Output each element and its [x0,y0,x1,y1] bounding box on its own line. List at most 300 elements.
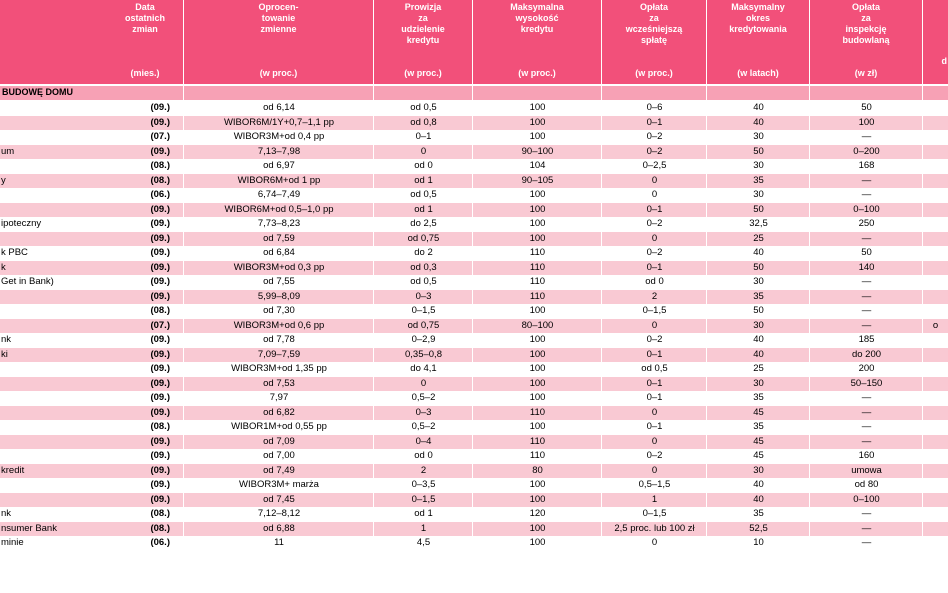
rate-cell: WIBOR6M+od 1 pp [184,174,374,189]
inspection-fee-cell: od 80 [810,478,923,493]
prepay-cell: 2,5 proc. lub 100 zł [602,522,707,537]
last-column-cell [923,145,948,160]
table-row [0,435,948,450]
rate-cell: od 6,88 [184,522,374,537]
prepay-cell: 0 [602,232,707,247]
header-last-unit: d [941,56,947,66]
header-fee-unit: (w proc.) [404,68,442,78]
inspection-fee-cell: — [810,435,923,450]
date-cell: (09.) [107,203,184,218]
prepay-cell: 0,5–1,5 [602,478,707,493]
date-cell: (08.) [107,420,184,435]
last-column-cell [923,203,948,218]
bank-name-cell: nsumer Bank [0,522,107,537]
rate-cell: od 7,09 [184,435,374,450]
fee-cell: 0 [374,377,473,392]
rate-cell: od 6,82 [184,406,374,421]
fee-cell: do 2 [374,246,473,261]
prepay-cell: 0–2,5 [602,159,707,174]
ltv-cell: 100 [473,493,602,508]
last-column-cell [923,116,948,131]
prepay-cell: 0 [602,319,707,334]
fee-cell: od 0 [374,159,473,174]
bank-name-cell: nk [0,333,107,348]
prepay-cell: 0–2 [602,130,707,145]
rate-cell: 7,73–8,23 [184,217,374,232]
date-cell: (09.) [107,275,184,290]
bank-name-cell [0,203,107,218]
fee-cell: od 0,3 [374,261,473,276]
prepay-cell: 0 [602,435,707,450]
bank-name-cell [0,391,107,406]
prepay-cell: 0–1 [602,348,707,363]
table-row [0,304,948,319]
last-column-cell [923,536,948,551]
rate-cell: od 7,78 [184,333,374,348]
period-cell: 30 [707,159,810,174]
fee-cell: 1 [374,522,473,537]
inspection-fee-cell: 50–150 [810,377,923,392]
inspection-fee-cell: 250 [810,217,923,232]
bank-name-cell [0,304,107,319]
ltv-cell: 120 [473,507,602,522]
table-row [0,507,948,522]
date-cell: (07.) [107,130,184,145]
ltv-cell: 100 [473,101,602,116]
period-cell: 40 [707,493,810,508]
date-cell: (09.) [107,493,184,508]
last-column-cell [923,232,948,247]
inspection-fee-cell: 185 [810,333,923,348]
last-column-cell [923,188,948,203]
rate-cell: 7,13–7,98 [184,145,374,160]
ltv-cell: 110 [473,406,602,421]
table-row [0,348,948,363]
period-cell: 35 [707,507,810,522]
header-prepay [602,0,706,84]
ltv-cell: 100 [473,391,602,406]
date-cell: (09.) [107,246,184,261]
bank-name-cell: k [0,261,107,276]
inspection-fee-cell: 50 [810,101,923,116]
date-cell: (09.) [107,406,184,421]
ltv-cell: 100 [473,217,602,232]
ltv-cell: 100 [473,188,602,203]
last-column-cell [923,333,948,348]
ltv-cell: 110 [473,246,602,261]
fee-cell: 0–1,5 [374,304,473,319]
ltv-cell: 110 [473,290,602,305]
inspection-fee-cell: — [810,420,923,435]
fee-cell: do 2,5 [374,217,473,232]
period-cell: 32,5 [707,217,810,232]
ltv-cell: 100 [473,536,602,551]
prepay-cell: 0–2 [602,145,707,160]
ltv-cell: 80–100 [473,319,602,334]
ltv-cell: 80 [473,464,602,479]
date-cell: (09.) [107,333,184,348]
header-prepay-title: Opłata za wcześniejszą spłatę [625,2,683,45]
ltv-cell: 110 [473,261,602,276]
last-column-cell [923,507,948,522]
ltv-cell: 90–100 [473,145,602,160]
inspection-fee-cell: 50 [810,246,923,261]
rate-cell: 7,09–7,59 [184,348,374,363]
bank-name-cell [0,290,107,305]
table-row [0,130,948,145]
table-row [0,203,948,218]
bank-name-cell [0,493,107,508]
bank-name-cell [0,188,107,203]
table-row [0,362,948,377]
table-row [0,391,948,406]
header-rate-unit: (w proc.) [259,68,298,78]
last-column-cell [923,464,948,479]
fee-cell: od 0,75 [374,232,473,247]
period-cell: 40 [707,478,810,493]
column-divider [472,0,473,593]
prepay-cell: 0–1 [602,116,707,131]
rate-cell: 7,97 [184,391,374,406]
inspection-fee-cell: 200 [810,362,923,377]
date-cell: (09.) [107,464,184,479]
inspection-fee-cell: — [810,319,923,334]
rate-cell: WIBOR1M+od 0,55 pp [184,420,374,435]
date-cell: (07.) [107,319,184,334]
period-cell: 40 [707,333,810,348]
period-cell: 35 [707,290,810,305]
last-column-cell [923,217,948,232]
table-row [0,333,948,348]
rate-cell: WIBOR6M/1Y+0,7–1,1 pp [184,116,374,131]
ltv-cell: 100 [473,130,602,145]
last-column-cell [923,174,948,189]
prepay-cell: 2 [602,290,707,305]
bank-name-cell [0,435,107,450]
period-cell: 50 [707,203,810,218]
column-divider [601,0,602,593]
header-date [107,0,183,84]
table-row [0,188,948,203]
rate-cell: od 6,84 [184,246,374,261]
bank-name-cell [0,406,107,421]
ltv-cell: 104 [473,159,602,174]
date-cell: (09.) [107,116,184,131]
last-column-cell [923,391,948,406]
table-row [0,275,948,290]
bank-name-cell: Get in Bank) [0,275,107,290]
last-column-cell [923,246,948,261]
fee-cell: 4,5 [374,536,473,551]
period-cell: 40 [707,101,810,116]
period-cell: 52,5 [707,522,810,537]
period-cell: 30 [707,377,810,392]
header-ltv [473,0,601,84]
header-period-unit: (w latach) [737,68,779,78]
last-column-cell [923,377,948,392]
period-cell: 30 [707,319,810,334]
header-date-title: Data ostatnich zmian [124,2,165,34]
prepay-cell: 1 [602,493,707,508]
rate-cell: WIBOR3M+od 0,6 pp [184,319,374,334]
data-table [0,101,948,551]
ltv-cell: 100 [473,333,602,348]
ltv-cell: 100 [473,377,602,392]
header-period [707,0,809,84]
bank-name-cell: ki [0,348,107,363]
period-cell: 35 [707,420,810,435]
inspection-fee-cell: 168 [810,159,923,174]
period-cell: 35 [707,174,810,189]
section-row [0,86,948,100]
prepay-cell: 0–1,5 [602,304,707,319]
inspection-fee-cell: — [810,174,923,189]
period-cell: 25 [707,232,810,247]
table-row [0,406,948,421]
date-cell: (09.) [107,232,184,247]
date-cell: (09.) [107,217,184,232]
last-column-cell [923,435,948,450]
inspection-fee-cell: 0–200 [810,145,923,160]
prepay-cell: 0 [602,174,707,189]
table-row [0,420,948,435]
table-row [0,232,948,247]
table-row [0,174,948,189]
bank-name-cell [0,420,107,435]
fee-cell: od 1 [374,507,473,522]
last-column-cell [923,348,948,363]
last-column-cell [923,478,948,493]
table-row [0,217,948,232]
period-cell: 50 [707,304,810,319]
fee-cell: 0–1,5 [374,493,473,508]
prepay-cell: 0–1 [602,391,707,406]
table-row [0,261,948,276]
header-date-unit: (mies.) [130,68,160,78]
header-inspect-title: Opłata za inspekcję budowlaną [842,2,890,45]
table-row [0,101,948,116]
date-cell: (09.) [107,377,184,392]
period-cell: 35 [707,391,810,406]
inspection-fee-cell: — [810,522,923,537]
date-cell: (09.) [107,261,184,276]
table-row [0,159,948,174]
section-label: BUDOWĘ DOMU [2,87,73,97]
rate-cell: 5,99–8,09 [184,290,374,305]
bank-name-cell [0,101,107,116]
fee-cell: 0–1 [374,130,473,145]
table-row [0,536,948,551]
fee-cell: 0–2,9 [374,333,473,348]
date-cell: (09.) [107,478,184,493]
prepay-cell: 0–2 [602,333,707,348]
inspection-fee-cell: — [810,232,923,247]
ltv-cell: 100 [473,522,602,537]
prepay-cell: 0–1 [602,420,707,435]
rate-cell: WIBOR3M+od 0,3 pp [184,261,374,276]
prepay-cell: 0 [602,464,707,479]
period-cell: 45 [707,449,810,464]
date-cell: (08.) [107,304,184,319]
prepay-cell: od 0,5 [602,362,707,377]
prepay-cell: 0–1 [602,377,707,392]
date-cell: (08.) [107,174,184,189]
bank-name-cell: k PBC [0,246,107,261]
column-divider [183,0,184,593]
inspection-fee-cell: 0–100 [810,203,923,218]
table-row [0,464,948,479]
bank-name-cell [0,159,107,174]
period-cell: 45 [707,406,810,421]
fee-cell: 0–3 [374,406,473,421]
period-cell: 50 [707,145,810,160]
period-cell: 25 [707,362,810,377]
column-divider [922,0,923,593]
inspection-fee-cell: — [810,507,923,522]
bank-name-cell: um [0,145,107,160]
date-cell: (09.) [107,435,184,450]
date-cell: (06.) [107,188,184,203]
ltv-cell: 90–105 [473,174,602,189]
rate-cell: 6,74–7,49 [184,188,374,203]
table-row [0,246,948,261]
bank-name-cell [0,478,107,493]
fee-cell: 2 [374,464,473,479]
ltv-cell: 100 [473,232,602,247]
header-prepay-unit: (w proc.) [635,68,673,78]
prepay-cell: 0–1 [602,261,707,276]
last-column-cell [923,522,948,537]
last-column-cell [923,362,948,377]
prepay-cell: 0 [602,188,707,203]
header-fee-title: Prowizja za udzielenie kredytu [401,2,445,45]
bank-name-cell [0,116,107,131]
date-cell: (08.) [107,507,184,522]
header-rate [184,0,373,84]
fee-cell: 0–4 [374,435,473,450]
last-column-cell [923,449,948,464]
last-column-cell [923,101,948,116]
date-cell: (09.) [107,362,184,377]
ltv-cell: 100 [473,116,602,131]
ltv-cell: 100 [473,420,602,435]
fee-cell: od 0,8 [374,116,473,131]
date-cell: (09.) [107,348,184,363]
header-ltv-unit: (w proc.) [518,68,556,78]
ltv-cell: 100 [473,348,602,363]
bank-name-cell [0,377,107,392]
last-column-cell [923,304,948,319]
prepay-cell: 0–6 [602,101,707,116]
bank-name-cell [0,449,107,464]
last-column-cell: o [923,319,948,334]
table-row [0,290,948,305]
inspection-fee-cell: — [810,188,923,203]
last-column-cell [923,290,948,305]
inspection-fee-cell: umowa [810,464,923,479]
last-column-cell [923,493,948,508]
rate-cell: WIBOR6M+od 0,5–1,0 pp [184,203,374,218]
bank-name-cell: ipoteczny [0,217,107,232]
inspection-fee-cell: — [810,536,923,551]
rate-cell: WIBOR3M+ marża [184,478,374,493]
fee-cell: od 0,75 [374,319,473,334]
last-column-cell [923,159,948,174]
prepay-cell: 0–2 [602,246,707,261]
table-row [0,377,948,392]
period-cell: 30 [707,275,810,290]
column-divider [706,0,707,593]
date-cell: (08.) [107,522,184,537]
period-cell: 40 [707,116,810,131]
rate-cell: od 7,53 [184,377,374,392]
date-cell: (09.) [107,290,184,305]
header-ltv-title: Maksymalna wysokość kredytu [510,2,564,34]
bank-name-cell [0,362,107,377]
table-row [0,145,948,160]
bank-name-cell [0,232,107,247]
ltv-cell: 100 [473,304,602,319]
table-row [0,116,948,131]
date-cell: (09.) [107,449,184,464]
period-cell: 30 [707,188,810,203]
rate-cell: od 7,45 [184,493,374,508]
period-cell: 45 [707,435,810,450]
rate-cell: 7,12–8,12 [184,507,374,522]
fee-cell: od 0,5 [374,275,473,290]
inspection-fee-cell: 0–100 [810,493,923,508]
fee-cell: od 0 [374,449,473,464]
period-cell: 30 [707,464,810,479]
rate-cell: od 7,59 [184,232,374,247]
column-divider [809,0,810,593]
prepay-cell: 0–1 [602,203,707,218]
ltv-cell: 100 [473,478,602,493]
rate-cell: WIBOR3M+od 0,4 pp [184,130,374,145]
prepay-cell: 0 [602,406,707,421]
table-header [0,0,948,84]
period-cell: 10 [707,536,810,551]
bank-name-cell: y [0,174,107,189]
period-cell: 50 [707,261,810,276]
date-cell: (09.) [107,145,184,160]
bank-name-cell: minie [0,536,107,551]
fee-cell: 0,35–0,8 [374,348,473,363]
ltv-cell: 110 [473,449,602,464]
fee-cell: 0 [374,145,473,160]
inspection-fee-cell: — [810,290,923,305]
bank-name-cell [0,319,107,334]
prepay-cell: 0–1,5 [602,507,707,522]
fee-cell: 0–3,5 [374,478,473,493]
header-inspect [810,0,922,84]
header-inspect-unit: (w zł) [854,68,878,78]
rate-cell: od 7,00 [184,449,374,464]
last-column-cell [923,130,948,145]
inspection-fee-cell: 160 [810,449,923,464]
header-last [923,0,948,84]
inspection-fee-cell: — [810,304,923,319]
prepay-cell: od 0 [602,275,707,290]
bank-name-cell: nk [0,507,107,522]
fee-cell: od 0,5 [374,188,473,203]
header-fee [374,0,472,84]
rate-cell: od 7,30 [184,304,374,319]
last-column-cell [923,261,948,276]
inspection-fee-cell: — [810,391,923,406]
rate-cell: od 6,14 [184,101,374,116]
date-cell: (08.) [107,159,184,174]
